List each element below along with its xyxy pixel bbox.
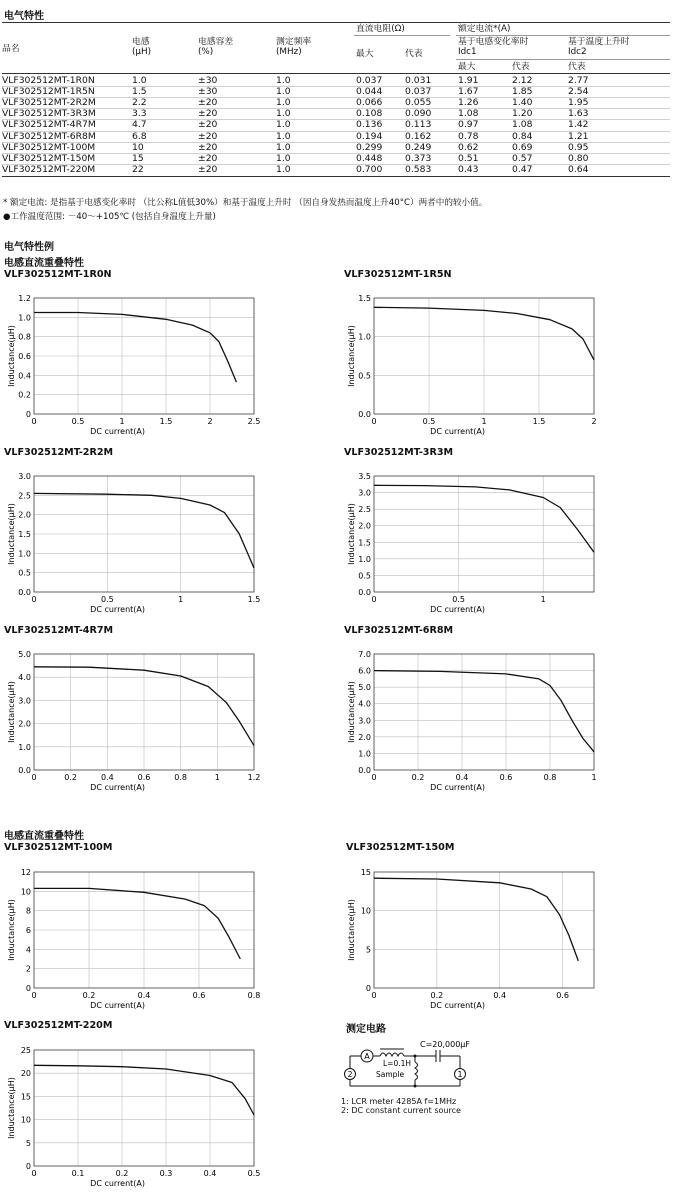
table-cell-dcr-typ: 0.031 [405, 75, 432, 86]
table-cell-idc2-typ: 0.80 [568, 152, 589, 164]
table-cell-freq: 1.0 [276, 130, 291, 142]
table-cell-idc2-typ: 0.95 [568, 141, 589, 153]
y-tick-label: 8 [25, 906, 31, 916]
y-tick-label: 7.0 [358, 650, 371, 659]
table-cell-freq: 1.0 [276, 141, 291, 153]
y-tick-label: 3.0 [358, 488, 371, 498]
x-axis-label: DC current(A) [90, 1179, 146, 1188]
header-dcr-typ: 代表 [405, 49, 423, 59]
y-tick-label: 2.0 [18, 719, 31, 729]
chart-1r0n [0, 282, 340, 442]
x-tick-label: 1.5 [159, 417, 173, 426]
y-tick-label: 2.5 [18, 491, 31, 501]
x-tick-label: 0.4 [455, 773, 469, 782]
table-cell-idc2-typ: 1.95 [568, 97, 589, 109]
y-tick-label: 0.0 [18, 588, 31, 597]
plot-frame [374, 872, 594, 988]
table-cell-idc1-max: 0.51 [458, 152, 479, 164]
x-tick-label: 0.2 [64, 773, 78, 782]
inductance-curve [34, 1065, 254, 1115]
y-axis-label: Inductance(μH) [347, 503, 356, 565]
x-tick-label: 1 [178, 595, 184, 604]
y-tick-label: 0.4 [18, 371, 31, 381]
note-rated-current: * 额定电流: 是指基于电感变化率时 （比公称L值低30%）和基于温度上升时 （因自身发热而温度上升40°C）两者中的较小值。 [3, 198, 488, 208]
y-axis-label: Inductance(μH) [7, 681, 16, 743]
x-tick-label: 0 [371, 595, 377, 604]
rated-group-rule [456, 35, 670, 36]
x-tick-label: 2 [207, 417, 213, 426]
x-axis-label: DC current(A) [90, 1001, 146, 1010]
y-tick-label: 5.0 [358, 683, 371, 693]
x-axis-label: DC current(A) [430, 1001, 486, 1010]
x-tick-label: 1 [119, 417, 125, 426]
table-cell-name: VLF302512MT-2R2M [2, 97, 96, 109]
header-inductance: 电感 (μH) [132, 37, 152, 57]
y-tick-label: 5 [25, 1138, 31, 1148]
table-cell-idc1-typ: 0.47 [512, 163, 533, 175]
subsection-title-2: 电感直流重叠特性 [4, 831, 84, 842]
table-cell-tol: ±20 [198, 108, 218, 120]
y-tick-label: 1.0 [358, 554, 371, 564]
table-cell-name: VLF302512MT-1R0N [2, 75, 95, 86]
table-cell-idc1-max: 0.62 [458, 141, 479, 153]
x-tick-label: 0.1 [71, 1169, 85, 1178]
header-idc2-group: 基于温度上升时 Idc2 [568, 37, 630, 57]
y-tick-label: 10 [360, 906, 371, 916]
x-tick-label: 0.5 [100, 595, 114, 604]
table-cell-dcr-max: 0.448 [356, 152, 383, 164]
table-cell-ind: 15 [132, 152, 144, 164]
y-tick-label: 2.0 [358, 732, 371, 742]
chart-title-3r3m: VLF302512MT-3R3M [344, 447, 454, 458]
y-tick-label: 3.5 [358, 472, 371, 481]
table-header-rule [2, 73, 670, 74]
table-cell-dcr-max: 0.108 [356, 108, 383, 120]
node-2-label: 2 [347, 1070, 353, 1079]
x-axis-label: DC current(A) [90, 605, 146, 614]
inductance-curve [374, 878, 578, 961]
table-cell-freq: 1.0 [276, 163, 291, 175]
table-cell-ind: 3.3 [132, 108, 147, 120]
y-tick-label: 6 [25, 926, 31, 935]
table-cell-dcr-max: 0.194 [356, 130, 383, 142]
x-tick-label: 0 [371, 417, 377, 426]
table-cell-freq: 1.0 [276, 119, 291, 131]
note-operating-temp: ●工作温度范围: －40～+105℃ (包括自身温度上升量) [3, 212, 216, 222]
y-tick-label: 0.5 [358, 571, 371, 581]
table-cell-idc2-typ: 2.77 [568, 75, 589, 86]
table-cell-dcr-max: 0.037 [356, 75, 383, 86]
y-tick-label: 1.5 [18, 530, 31, 539]
x-tick-label: 0.5 [71, 417, 85, 426]
y-axis-label: Inductance(μH) [7, 325, 16, 387]
table-cell-idc2-typ: 1.63 [568, 108, 589, 120]
table-cell-ind: 1.0 [132, 75, 147, 86]
y-tick-label: 5 [365, 945, 371, 955]
inductor-value-label: L=0.1H [383, 1059, 412, 1068]
x-tick-label: 0 [31, 1169, 37, 1178]
table-cell-idc1-max: 1.08 [458, 108, 479, 120]
inductance-curve [34, 313, 236, 383]
x-tick-label: 0.6 [137, 773, 151, 782]
header-idc1-typ: 代表 [512, 62, 530, 72]
x-tick-label: 0.6 [192, 991, 206, 1000]
table-cell-idc1-typ: 1.08 [512, 119, 533, 131]
table-cell-dcr-typ: 0.055 [405, 97, 432, 109]
table-cell-name: VLF302512MT-150M [2, 152, 96, 164]
dcr-group-rule [354, 35, 450, 36]
table-cell-dcr-max: 0.299 [356, 141, 383, 153]
y-tick-label: 6.0 [358, 666, 371, 676]
header-dcr-group: 直流电阻(Ω) [356, 24, 405, 34]
x-tick-label: 1 [214, 773, 220, 782]
y-tick-label: 1.0 [18, 549, 31, 559]
table-cell-dcr-typ: 0.583 [405, 163, 432, 175]
y-tick-label: 3.0 [358, 716, 371, 726]
table-cell-idc1-max: 0.78 [458, 130, 479, 142]
table-cell-dcr-typ: 0.113 [405, 119, 432, 131]
y-axis-label: Inductance(μH) [347, 681, 356, 743]
x-axis-label: DC current(A) [430, 605, 486, 614]
x-tick-label: 1.5 [532, 417, 546, 426]
header-frequency: 测定频率 (MHz) [276, 37, 312, 57]
y-tick-label: 4.0 [18, 673, 31, 683]
header-idc1-group: 基于电感变化率时 Idc1 [458, 37, 529, 57]
inductance-curve [374, 671, 594, 752]
table-cell-name: VLF302512MT-100M [2, 141, 96, 153]
table-cell-dcr-typ: 0.162 [405, 130, 432, 142]
circuit-diagram [340, 1036, 480, 1096]
y-tick-label: 3.0 [18, 696, 31, 706]
x-tick-label: 0 [31, 595, 37, 604]
x-tick-label: 2.5 [247, 417, 261, 426]
y-tick-label: 2 [25, 964, 31, 974]
x-tick-label: 0.2 [82, 991, 96, 1000]
y-tick-label: 0 [365, 984, 371, 993]
x-tick-label: 0.2 [411, 773, 425, 782]
y-tick-label: 4 [25, 945, 31, 955]
y-tick-label: 10 [20, 1115, 31, 1125]
y-tick-label: 0.0 [358, 410, 371, 419]
x-tick-label: 0.8 [543, 773, 557, 782]
node-1-label: 1 [457, 1070, 463, 1079]
table-cell-ind: 22 [132, 163, 144, 175]
y-tick-label: 0 [25, 1162, 31, 1171]
circuit-legend-1: 1: LCR meter 4285A f=1MHz [341, 1097, 457, 1106]
header-dcr-max: 最大 [356, 49, 374, 59]
table-bottom-rule [2, 176, 670, 177]
x-tick-label: 0.6 [499, 773, 513, 782]
y-tick-label: 2.0 [358, 521, 371, 531]
x-tick-label: 0.5 [247, 1169, 261, 1178]
table-cell-idc1-max: 1.67 [458, 86, 479, 98]
table-cell-ind: 2.2 [132, 97, 147, 109]
x-tick-label: 0.4 [137, 991, 151, 1000]
y-tick-label: 0.5 [358, 371, 371, 381]
x-tick-label: 0 [371, 991, 377, 1000]
y-tick-label: 1.5 [358, 538, 371, 548]
y-tick-label: 0.0 [18, 766, 31, 775]
header-name: 品名 [2, 44, 20, 54]
x-tick-label: 0.5 [452, 595, 465, 604]
x-tick-label: 1.2 [247, 773, 261, 782]
table-cell-idc1-typ: 1.85 [512, 86, 533, 98]
x-tick-label: 0.4 [493, 991, 507, 1000]
capacitor-label: C=20,000μF [420, 1040, 470, 1049]
table-cell-dcr-typ: 0.373 [405, 152, 432, 164]
header-tolerance: 电感容差 (%) [198, 37, 234, 57]
chart-title-6r8m: VLF302512MT-6R8M [344, 625, 454, 636]
y-tick-label: 1.0 [358, 332, 371, 342]
table-cell-name: VLF302512MT-4R7M [2, 119, 96, 131]
table-cell-tol: ±30 [198, 75, 218, 86]
y-tick-label: 3.0 [18, 472, 31, 481]
table-cell-idc1-typ: 0.84 [512, 130, 533, 142]
table-cell-tol: ±20 [198, 97, 218, 109]
chart-title-2r2m: VLF302512MT-2R2M [4, 447, 114, 458]
chart-220m [0, 1034, 340, 1194]
inductance-curve [34, 888, 240, 959]
table-cell-idc1-typ: 1.20 [512, 108, 533, 120]
header-rated-group: 额定电流*(A) [458, 24, 511, 34]
y-axis-label: Inductance(μH) [347, 325, 356, 387]
subsection-title-1: 电感直流重叠特性 [4, 258, 84, 269]
table-cell-dcr-max: 0.136 [356, 119, 383, 131]
table-cell-freq: 1.0 [276, 108, 291, 120]
table-cell-ind: 1.5 [132, 86, 147, 98]
y-tick-label: 0 [25, 984, 31, 993]
table-cell-dcr-typ: 0.249 [405, 141, 432, 153]
table-cell-idc2-typ: 0.64 [568, 163, 589, 175]
table-cell-name: VLF302512MT-220M [2, 163, 96, 175]
y-tick-label: 0.0 [358, 766, 371, 775]
y-tick-label: 5.0 [18, 650, 31, 659]
table-cell-dcr-typ: 0.037 [405, 86, 432, 98]
y-tick-label: 1.5 [358, 294, 371, 303]
y-axis-label: Inductance(μH) [7, 503, 16, 565]
circuit-legend-2: 2: DC constant current source [341, 1106, 461, 1115]
x-tick-label: 0.4 [203, 1169, 217, 1178]
y-tick-label: 0.6 [18, 352, 31, 361]
circuit-title: 测定电路 [346, 1024, 386, 1035]
y-tick-label: 1.2 [18, 294, 31, 303]
table-cell-freq: 1.0 [276, 152, 291, 164]
x-tick-label: 0.4 [100, 773, 114, 782]
header-idc1-max: 最大 [458, 62, 476, 72]
header-idc2-typ: 代表 [568, 62, 586, 72]
x-tick-label: 0 [31, 417, 37, 426]
table-cell-freq: 1.0 [276, 75, 291, 86]
chart-150m [340, 856, 680, 1016]
table-cell-dcr-max: 0.044 [356, 86, 383, 98]
x-tick-label: 0.3 [159, 1169, 173, 1178]
x-tick-label: 0 [31, 773, 37, 782]
x-tick-label: 0 [371, 773, 377, 782]
chart-1r5n [340, 282, 680, 442]
sample-label: Sample [376, 1070, 405, 1079]
table-cell-ind: 6.8 [132, 130, 147, 142]
sample-inductor-icon [415, 1062, 418, 1080]
table-cell-tol: ±20 [198, 130, 218, 142]
chart-title-150m: VLF302512MT-150M [346, 842, 455, 853]
chart-3r3m [340, 460, 680, 620]
y-tick-label: 10 [20, 887, 31, 897]
table-cell-ind: 10 [132, 141, 144, 153]
chart-title-1r0n: VLF302512MT-1R0N [4, 269, 112, 280]
y-tick-label: 25 [20, 1046, 31, 1055]
x-axis-label: DC current(A) [430, 783, 486, 792]
y-tick-label: 12 [20, 868, 31, 877]
plot-frame [374, 476, 594, 592]
x-axis-label: DC current(A) [90, 427, 146, 436]
table-cell-dcr-max: 0.066 [356, 97, 383, 109]
chart-100m [0, 856, 340, 1016]
table-cell-freq: 1.0 [276, 86, 291, 98]
idc-sub-rule [456, 59, 670, 60]
table-cell-idc1-typ: 2.12 [512, 75, 533, 86]
x-tick-label: 1 [540, 595, 546, 604]
inductance-curve [34, 493, 254, 568]
table-cell-idc2-typ: 1.21 [568, 130, 589, 142]
x-tick-label: 0.8 [174, 773, 188, 782]
y-tick-label: 2.5 [358, 505, 371, 515]
chart-4r7m [0, 638, 340, 798]
table-cell-name: VLF302512MT-1R5N [2, 86, 95, 98]
x-tick-label: 0.2 [430, 991, 444, 1000]
table-cell-idc1-max: 0.43 [458, 163, 479, 175]
table-cell-idc1-max: 1.26 [458, 97, 479, 109]
y-tick-label: 1.0 [18, 742, 31, 752]
y-tick-label: 20 [20, 1069, 31, 1079]
choke-inductor-icon [380, 1053, 404, 1056]
table-cell-ind: 4.7 [132, 119, 147, 131]
y-tick-label: 0.5 [18, 568, 31, 578]
y-tick-label: 0.8 [18, 332, 31, 342]
x-tick-label: 0.6 [556, 991, 569, 1000]
section-title: 电气特性 [4, 11, 44, 22]
y-tick-label: 1.0 [18, 313, 31, 323]
table-cell-idc1-max: 1.91 [458, 75, 479, 86]
table-cell-tol: ±20 [198, 163, 218, 175]
table-cell-name: VLF302512MT-6R8M [2, 130, 96, 142]
x-tick-label: 0 [31, 991, 37, 1000]
x-tick-label: 1.5 [247, 595, 261, 604]
chart-title-1r5n: VLF302512MT-1R5N [344, 269, 452, 280]
y-axis-label: Inductance(μH) [7, 1077, 16, 1139]
chart-title-220m: VLF302512MT-220M [4, 1020, 113, 1031]
y-tick-label: 1.0 [358, 749, 371, 759]
table-cell-idc1-typ: 1.40 [512, 97, 533, 109]
examples-title: 电气特性例 [4, 242, 54, 253]
table-cell-idc1-typ: 0.69 [512, 141, 533, 153]
chart-title-4r7m: VLF302512MT-4R7M [4, 625, 114, 636]
table-cell-name: VLF302512MT-3R3M [2, 108, 96, 120]
y-tick-label: 15 [20, 1092, 31, 1102]
chart-title-100m: VLF302512MT-100M [4, 842, 113, 853]
table-cell-freq: 1.0 [276, 97, 291, 109]
ammeter-label: A [364, 1052, 370, 1061]
y-tick-label: 2.0 [18, 510, 31, 520]
y-tick-label: 0.0 [358, 588, 371, 597]
y-axis-label: Inductance(μH) [7, 899, 16, 961]
table-cell-tol: ±30 [198, 86, 218, 98]
y-tick-label: 0.2 [18, 390, 31, 400]
table-cell-idc2-typ: 1.42 [568, 119, 589, 131]
table-cell-tol: ±20 [198, 152, 218, 164]
table-cell-tol: ±20 [198, 141, 218, 153]
x-axis-label: DC current(A) [430, 427, 486, 436]
x-axis-label: DC current(A) [90, 783, 146, 792]
chart-6r8m [340, 638, 680, 798]
y-tick-label: 0 [25, 410, 31, 419]
x-tick-label: 1 [481, 417, 487, 426]
table-top-rule [2, 22, 670, 23]
chart-2r2m [0, 460, 340, 620]
y-axis-label: Inductance(μH) [347, 899, 356, 961]
x-tick-label: 0.8 [247, 991, 261, 1000]
table-cell-dcr-max: 0.700 [356, 163, 383, 175]
x-tick-label: 0.2 [115, 1169, 129, 1178]
table-cell-dcr-typ: 0.090 [405, 108, 432, 120]
x-tick-label: 1 [591, 773, 597, 782]
table-cell-idc2-typ: 2.54 [568, 86, 589, 98]
table-cell-idc1-typ: 0.57 [512, 152, 533, 164]
x-tick-label: 2 [591, 417, 597, 426]
x-tick-label: 0.5 [422, 417, 436, 426]
y-tick-label: 15 [360, 868, 371, 877]
y-tick-label: 4.0 [358, 699, 371, 709]
table-cell-idc1-max: 0.97 [458, 119, 479, 131]
table-cell-tol: ±20 [198, 119, 218, 131]
